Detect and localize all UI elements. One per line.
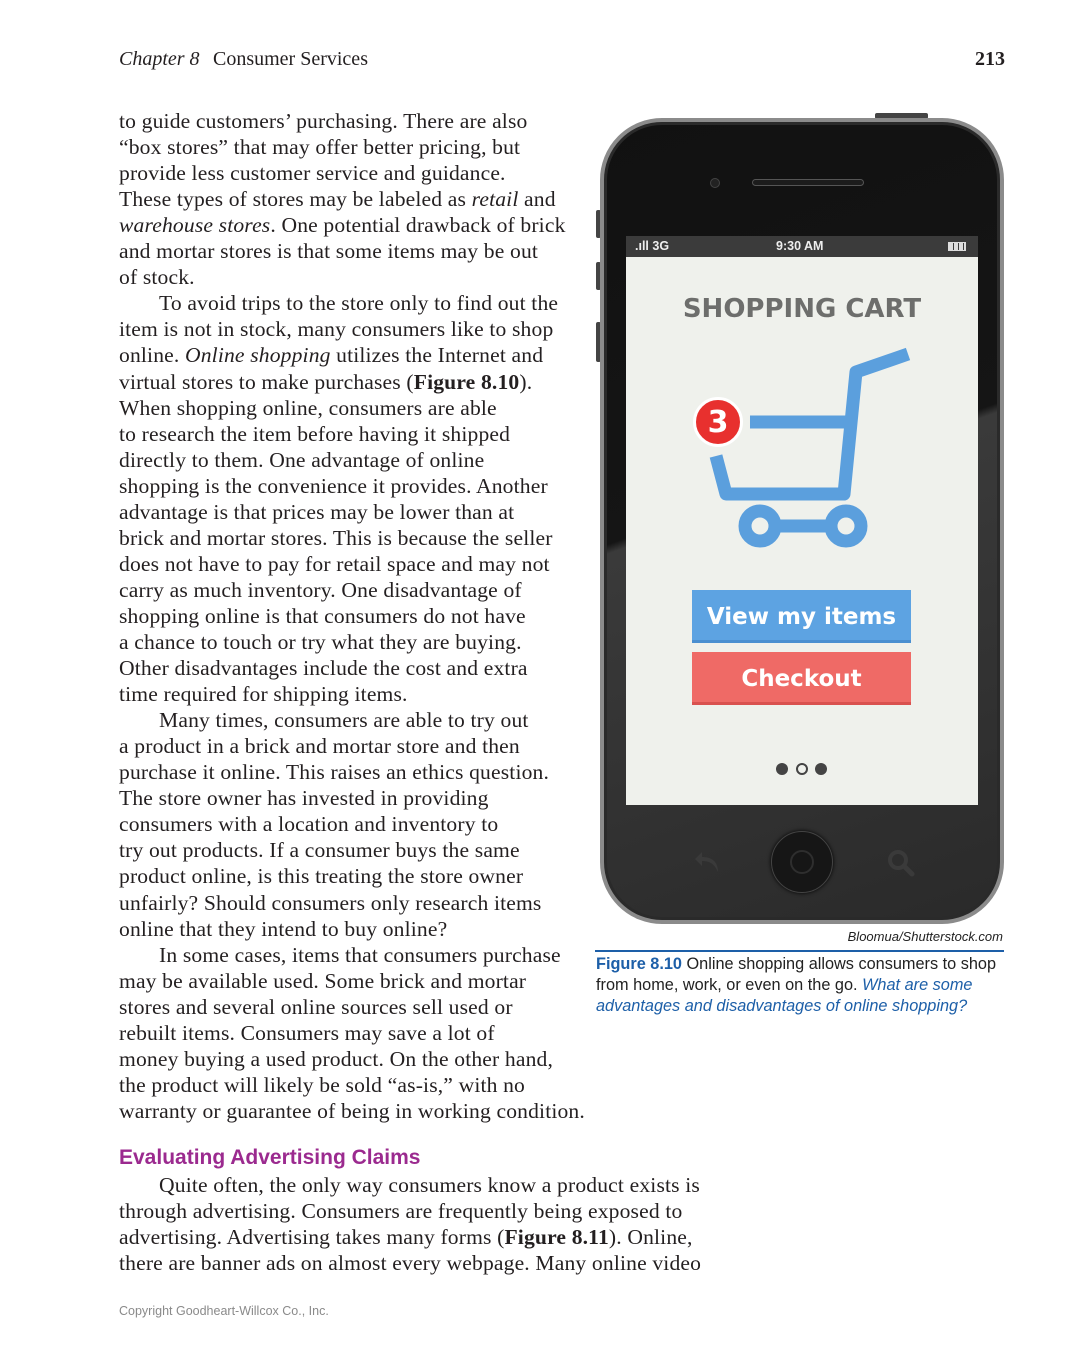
battery-icon	[948, 242, 966, 251]
text-line	[119, 968, 526, 994]
checkout-button[interactable]: Checkout	[692, 652, 911, 705]
phone-screen	[626, 236, 978, 805]
text-span: These types of stores may be labeled as	[119, 187, 472, 212]
text-span: stores and several online sources sell used or	[119, 994, 513, 1019]
text-span: virtual stores to make purchases (	[119, 369, 414, 394]
text-line	[159, 942, 561, 968]
text-line	[119, 342, 543, 368]
text-line	[119, 890, 541, 916]
key-term: warehouse stores	[119, 213, 271, 238]
caption-rule	[595, 950, 1004, 952]
text-span: a product in a brick and mortar store and then	[119, 734, 520, 759]
text-line	[119, 264, 195, 290]
text-line	[159, 1172, 700, 1198]
text-line	[159, 290, 558, 316]
text-span: To avoid trips to the store only to find out the	[159, 291, 559, 316]
search-icon	[886, 848, 916, 878]
text-span: may be available used. Some brick and mortar	[119, 968, 527, 993]
text-line	[119, 447, 484, 473]
camera-icon	[710, 178, 720, 188]
text-span: of stock.	[119, 265, 195, 290]
running-header-section: Consumer Services	[213, 48, 368, 70]
figure-label: Figure 8.10	[596, 955, 682, 973]
text-line	[119, 186, 556, 212]
text-span: warranty or guarantee of being in working condition.	[119, 1098, 585, 1123]
page-indicator-dot[interactable]	[796, 763, 808, 775]
text-line	[119, 655, 528, 681]
running-header-chapter: Chapter 8	[119, 48, 200, 70]
text-line	[119, 134, 520, 160]
text-line	[119, 1198, 682, 1224]
key-term: Online shopping	[184, 343, 331, 368]
caption-question: What are some advantages and disadvantages of online shopping?	[596, 976, 973, 1015]
text-span: try out products. If a consumer buys the same	[119, 838, 520, 863]
screen-title: SHOPPING CART	[682, 294, 922, 324]
speaker-grille	[752, 179, 864, 186]
text-span: to guide customers’ purchasing. There are also	[119, 109, 528, 133]
text-span: shopping online is that consumers do not have	[119, 603, 526, 628]
text-span: consumers with a location and inventory to	[119, 812, 499, 837]
page-indicator-dot[interactable]	[776, 763, 788, 775]
text-span: product online, is this treating the store owner	[119, 864, 524, 889]
text-span: Other disadvantages include the cost and extra	[119, 656, 528, 681]
text-line	[119, 681, 408, 707]
text-span: Quite often, the only way consumers know a product exists is	[159, 1173, 700, 1197]
text-span: . One potential drawback of brick	[270, 213, 566, 238]
text-line	[119, 1250, 701, 1276]
text-span: advantage is that prices may be lower than at	[119, 499, 515, 524]
shopping-cart-icon	[686, 346, 926, 556]
figure-reference: Figure 8.11	[504, 1225, 609, 1250]
text-span: “box stores” that may offer better pricing, but	[119, 135, 521, 160]
text-span: ).	[519, 369, 533, 394]
text-span: item is not in stock, many consumers like to shop	[119, 317, 554, 342]
text-line	[119, 994, 513, 1020]
text-span: provide less customer service and guidance.	[119, 161, 506, 186]
text-line	[119, 733, 520, 759]
text-line	[119, 916, 447, 942]
view-my-items-button[interactable]: View my items	[692, 590, 911, 643]
text-line	[119, 1072, 525, 1098]
text-line	[119, 1098, 585, 1124]
text-line	[119, 316, 553, 342]
text-line	[119, 238, 538, 264]
text-line	[119, 863, 523, 889]
text-line	[119, 525, 553, 551]
status-time: 9:30 AM	[776, 239, 824, 253]
text-line	[119, 603, 526, 629]
text-line	[119, 1046, 553, 1072]
signal-indicator: .ıll 3G	[635, 239, 670, 253]
text-span: shopping is the convenience it provides. Another	[119, 473, 548, 498]
copyright: Copyright Goodheart-Willcox Co., Inc.	[119, 1304, 329, 1318]
figure-caption	[596, 954, 996, 1017]
page-indicator-dot[interactable]	[815, 763, 827, 775]
text-span: utilizes the Internet and	[330, 343, 544, 368]
text-line	[119, 499, 514, 525]
text-span: does not have to pay for retail space and may not	[119, 551, 550, 576]
text-line	[119, 811, 498, 837]
caption-text: Online shopping allows consumers to shop from home, work, or even on the go.	[596, 955, 997, 994]
photo-credit: Bloomua/Shutterstock.com	[847, 929, 1003, 944]
text-span: carry as much inventory. One disadvantage of	[119, 577, 522, 602]
status-bar	[626, 236, 978, 257]
text-line	[119, 473, 548, 499]
text-span: In some cases, items that consumers purchase	[159, 942, 561, 967]
text-span: brick and mortar stores. This is because the seller	[119, 525, 553, 550]
text-span: and mortar stores is that some items may be out	[119, 239, 539, 264]
text-span: rebuilt items. Consumers may save a lot of	[119, 1020, 495, 1045]
home-button	[771, 831, 833, 893]
text-line	[119, 160, 506, 186]
text-span: The store owner has invested in providing	[119, 786, 489, 811]
text-span: When shopping online, consumers are able	[119, 395, 497, 420]
text-line	[119, 1224, 693, 1250]
text-line	[119, 837, 520, 863]
text-line	[119, 1020, 495, 1046]
text-span: through advertising. Consumers are frequently being exposed to	[119, 1199, 683, 1224]
text-span: directly to them. One advantage of online	[119, 447, 485, 472]
text-line	[119, 785, 489, 811]
key-term: retail	[471, 187, 519, 212]
text-line	[119, 108, 527, 134]
page-number: 213	[975, 48, 1005, 70]
text-span: unfairly? Should consumers only research items	[119, 890, 542, 915]
figure-reference: Figure 8.10	[413, 369, 520, 394]
text-span: ). Online,	[608, 1225, 693, 1250]
text-line	[119, 212, 566, 238]
text-span: time required for shipping items.	[119, 682, 408, 707]
text-span: online that they intend to buy online?	[119, 916, 448, 941]
text-line	[159, 707, 529, 733]
text-line	[119, 629, 522, 655]
text-line	[119, 421, 510, 447]
text-span: there are banner ads on almost every webpage. Many online video	[119, 1251, 702, 1276]
text-span: to research the item before having it shipped	[119, 421, 511, 446]
text-span: the product will likely be sold “as-is,” with no	[119, 1072, 526, 1097]
text-line	[119, 759, 549, 785]
text-line	[119, 551, 550, 577]
section-heading: Evaluating Advertising Claims	[119, 1146, 421, 1169]
text-line	[119, 369, 532, 395]
cart-count-badge: 3	[693, 397, 743, 447]
text-line	[119, 395, 497, 421]
text-span: a chance to touch or try what they are buying.	[119, 630, 522, 654]
back-arrow-icon	[694, 848, 724, 876]
text-span: purchase it online. This raises an ethics question.	[119, 760, 550, 785]
text-span: and	[518, 187, 556, 212]
text-line	[119, 577, 522, 603]
text-span: money buying a used product. On the other hand,	[119, 1046, 554, 1071]
text-span: advertising. Advertising takes many forms (	[119, 1225, 505, 1250]
text-span: Many times, consumers are able to try out	[159, 708, 529, 733]
text-span: online.	[119, 343, 185, 368]
